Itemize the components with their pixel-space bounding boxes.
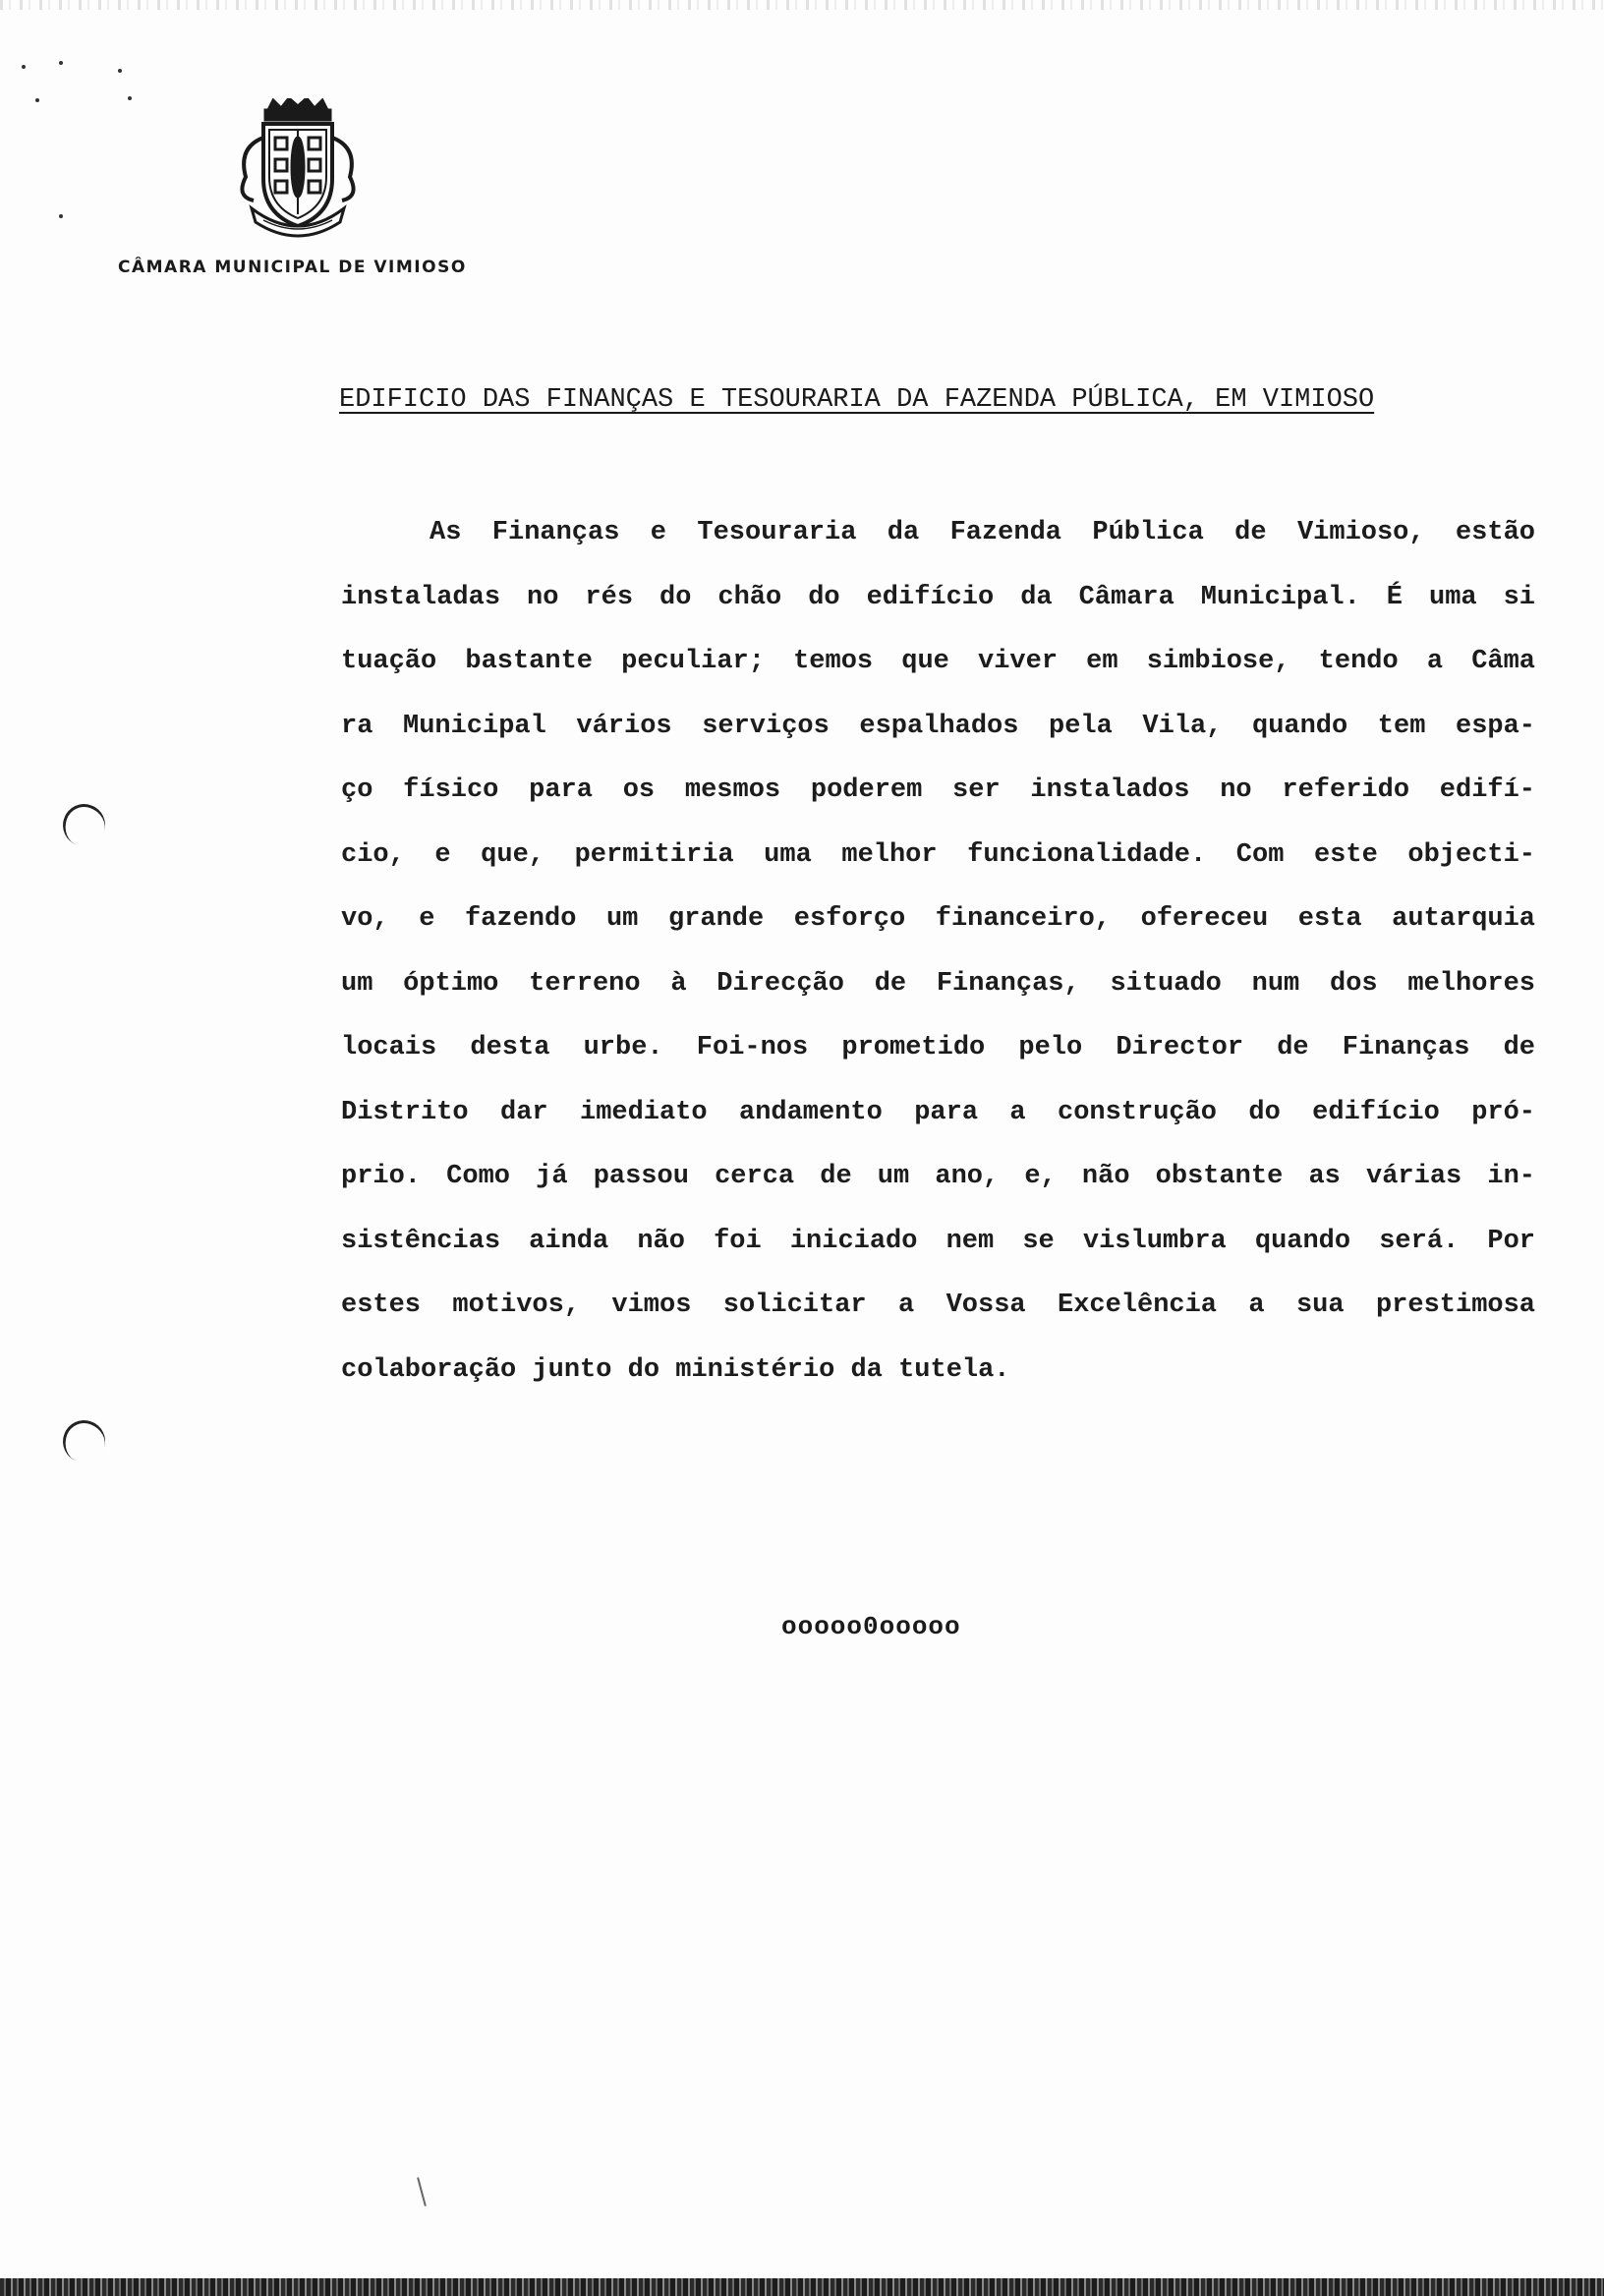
scan-mark — [417, 2177, 427, 2206]
punch-hole — [57, 1414, 111, 1468]
document-body — [341, 501, 1535, 1403]
body-line: um óptimo terreno à Direcção de Finanças, situado num dos melhores — [341, 968, 1535, 999]
body-line: colaboração junto do ministério da tutela. — [341, 1354, 1010, 1385]
body-line: cio, e que, permitiria uma melhor funcionalidade. Com este objecti- — [341, 839, 1535, 870]
municipal-coat-of-arms-icon — [224, 98, 372, 241]
end-of-text-mark: ooooo0ooooo — [781, 1612, 961, 1641]
body-line: estes motivos, vimos solicitar a Vossa Excelência a sua prestimosa — [341, 1291, 1535, 1320]
body-line: Distrito dar imediato andamento para a construção do edifício pró- — [341, 1097, 1535, 1127]
scan-speck — [35, 98, 39, 102]
document-title: EDIFICIO DAS FINANÇAS E TESOURARIA DA FAZENDA PÚBLICA, EM VIMIOSO — [339, 385, 1375, 415]
body-line: instaladas no rés do chão do edifício da Câmara Municipal. É uma si — [341, 582, 1535, 612]
scan-top-edge — [0, 0, 1604, 10]
scan-speck — [59, 61, 63, 65]
body-line: ra Municipal vários serviços espalhados pela Vila, quando tem espa- — [341, 711, 1535, 741]
scan-speck — [128, 96, 132, 100]
body-line: vo, e fazendo um grande esforço financeiro, ofereceu esta autarquia — [341, 904, 1535, 934]
organization-name: CÂMARA MUNICIPAL DE VIMIOSO — [118, 258, 467, 277]
body-line: ço físico para os mesmos poderem ser instalados no referido edifí- — [341, 775, 1535, 805]
scan-speck — [22, 65, 26, 69]
scan-speck — [118, 69, 122, 73]
punch-hole — [57, 798, 111, 852]
body-line: prio. Como já passou cerca de um ano, e, não obstante as várias in- — [341, 1162, 1535, 1191]
body-line: tuação bastante peculiar; temos que viver em simbiose, tendo a Câma — [341, 647, 1535, 676]
scan-speck — [59, 214, 63, 218]
body-line: As Finanças e Tesouraria da Fazenda Pública de Vimioso, estão — [430, 518, 1535, 547]
scan-bottom-edge — [0, 2278, 1604, 2296]
body-line: sistências ainda não foi iniciado nem se vislumbra quando será. Por — [341, 1226, 1535, 1256]
body-line: locais desta urbe. Foi-nos prometido pelo Director de Finanças de — [341, 1033, 1535, 1062]
